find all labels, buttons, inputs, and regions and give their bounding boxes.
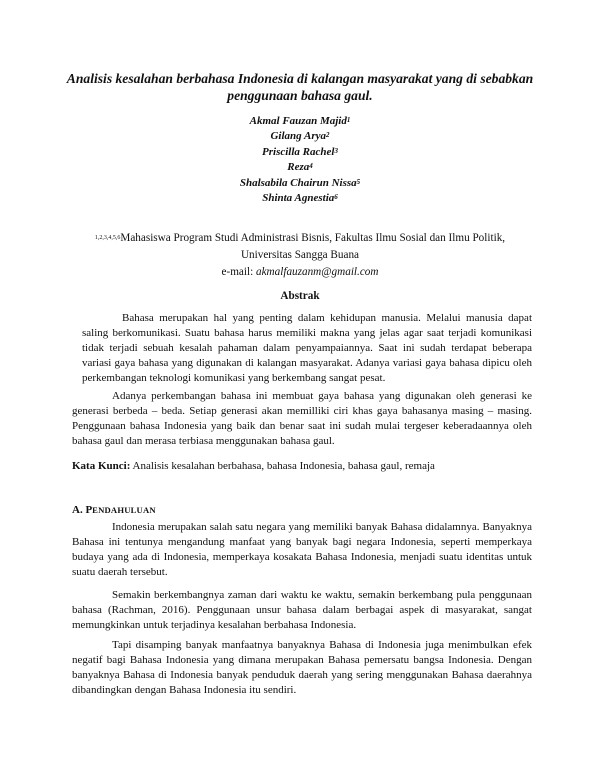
email-line xyxy=(150,266,450,278)
author-2 xyxy=(150,129,450,144)
affiliation-superscript: 1,2,3,4,5,6 xyxy=(94,235,121,241)
author-superscript: 5 xyxy=(356,178,361,186)
author-name: Priscilla Rachel xyxy=(262,146,335,158)
body-paragraph-1: Indonesia merupakan salah satu negara yang memiliki banyak Bahasa didalamnya. Banyaknya Bahasa ini tentunya mengandung manfaat yang banyak bagi negara Indonesia, seperti memperkaya budaya yang ada di Indonesia, memperkaya kosakata Bahasa Indonesia, menjadi suatu identitas untuk suatu daerah tersebut. xyxy=(72,521,532,578)
author-superscript: 2 xyxy=(326,131,330,139)
abstract-paragraph-2: Adanya perkembangan bahasa ini membuat gaya bahasa yang digunakan oleh generasi ke generasi berbeda – beda. Setiap generasi akan memilliki ciri khas gaya bahasanya masing – masing. Penggunaan bahasa Indonesia yang baik dan benar saat ini sudah mulai tergeser keberadaannya oleh bahasa gaul dan merasa terbiasa menggunakan bahasa gaul. xyxy=(72,390,532,447)
author-superscript: 4 xyxy=(309,162,313,170)
author-6 xyxy=(150,191,450,206)
author-name: Reza xyxy=(287,161,310,173)
affiliation xyxy=(70,230,530,264)
keywords-line xyxy=(72,460,532,472)
section-heading-initial: A. P xyxy=(72,504,93,516)
section-heading-rest: ENDAHULUAN xyxy=(92,505,156,515)
author-superscript: 3 xyxy=(334,147,338,155)
author-superscript: 6 xyxy=(334,193,338,201)
abstract-heading: Abstrak xyxy=(280,290,320,302)
author-name: Gilang Arya xyxy=(270,130,326,142)
keywords-label: Kata Kunci: xyxy=(72,460,131,472)
author-4 xyxy=(150,160,450,175)
paper-title: Analisis kesalahan berbahasa Indonesia di kalangan masyarakat yang di sebabkan penggunaan bahasa gaul. xyxy=(66,71,534,103)
email-label: e-mail: xyxy=(221,266,256,278)
body-paragraph-3: Tapi disamping banyak manfaatnya banyaknya Bahasa di Indonesia juga menimbulkan efek negatif bagi Bahasa Indonesia yang dimana merupakan Bahasa pemersatu bangsa Indonesia. Dengan banyaknya Bahasa di Indonesia banyak penduduk daerah yang sering menggunakan Bahasa daerahnya dibandingkan dengan Bahasa Indonesia itu sendiri. xyxy=(72,639,532,696)
affiliation-text: Mahasiswa Program Studi Administrasi Bisnis, Fakultas Ilmu Sosial dan Ilmu Politik, Universitas Sangga Buana xyxy=(120,232,506,261)
author-name: Akmal Fauzan Majid xyxy=(249,115,347,127)
author-superscript: 1 xyxy=(346,116,351,124)
author-5 xyxy=(150,176,450,191)
keywords-text: Analisis kesalahan berbahasa, bahasa Indonesia, bahasa gaul, remaja xyxy=(130,460,435,472)
email-address[interactable]: akmalfauzanm@gmail.com xyxy=(256,266,379,278)
author-name: Shinta Agnestia xyxy=(262,192,335,204)
author-name: Shalsabila Chairun Nissa xyxy=(239,177,357,189)
author-3 xyxy=(150,145,450,160)
author-1 xyxy=(150,114,450,129)
body-paragraph-2: Semakin berkembangnya zaman dari waktu ke waktu, semakin berkembang pula penggunaan bahasa (Rachman, 2016). Penggunaan unsur bahasa dalam berbagai aspek di masyarakat, sangat memungkinkan untuk terjadinya kesalahan berbahasa Indonesia. xyxy=(72,589,532,631)
abstract-paragraph-1: Bahasa merupakan hal yang penting dalam kehidupan manusia. Melalui manusia dapat saling berkomunikasi. Suatu bahasa harus memiliki makna yang jelas agar saat terjadi komunikasi tidak terjadi sebuah kesalah pahaman dalam penyampaiannya. Saat ini sudah terdapat beberapa variasi gaya bahasa yang digunakan di kalangan masyarakat. Adanya variasi gaya bahasa dipicu oleh perkembangan teknologi komunikasi yang berkembang sangat pesat. xyxy=(82,312,532,384)
section-heading xyxy=(72,504,156,516)
